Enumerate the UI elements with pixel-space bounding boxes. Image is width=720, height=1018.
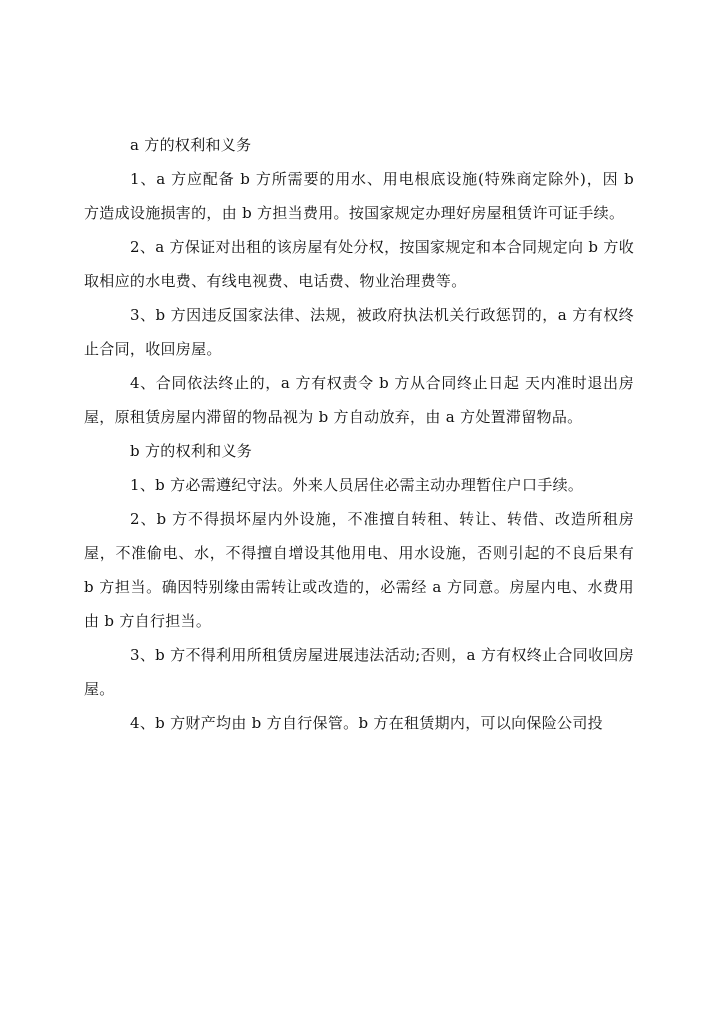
- section-a-item-3: 3、b 方因违反国家法律、法规，被政府执法机关行政惩罚的，a 方有权终止合同，收回房屋。: [84, 306, 634, 358]
- section-b-item-4: 4、b 方财产均由 b 方自行保管。b 方在租赁期内，可以向保险公司投: [130, 714, 603, 732]
- section-a-item-2: 2、a 方保证对出租的该房屋有处分权，按国家规定和本合同规定向 b 方收取相应的水电费、有线电视费、电话费、物业治理费等。: [84, 238, 634, 290]
- document-page: [84, 128, 634, 740]
- section-a-item-4: 4、合同依法终止的，a 方有权责令 b 方从合同终止日起 天内准时退出房屋，原租赁房屋内滞留的物品视为 b 方自动放弃，由 a 方处置滞留物品。: [84, 374, 634, 426]
- section-a-item-1: 1、a 方应配备 b 方所需要的用水、用电根底设施(特殊商定除外)，因 b 方造成设施损害的，由 b 方担当费用。按国家规定办理好房屋租赁许可证手续。: [84, 170, 634, 222]
- section-b-item-2: 2、b 方不得损坏屋内外设施，不准擅自转租、转让、转借、改造所租房屋，不准偷电、水，不得擅自增设其他用电、用水设施，否则引起的不良后果有 b 方担当。确因特别缘由需转让或改造的，必需经 a 方同意。房屋内电、水费用由 b 方自行担当。: [84, 510, 634, 630]
- section-a-heading: a 方的权利和义务: [130, 136, 252, 154]
- section-b-heading: b 方的权利和义务: [130, 442, 253, 460]
- section-b-item-3: 3、b 方不得利用所租赁房屋进展违法活动;否则，a 方有权终止合同收回房屋。: [84, 646, 634, 698]
- section-b-item-1: 1、b 方必需遵纪守法。外来人员居住必需主动办理暂住户口手续。: [130, 476, 584, 494]
